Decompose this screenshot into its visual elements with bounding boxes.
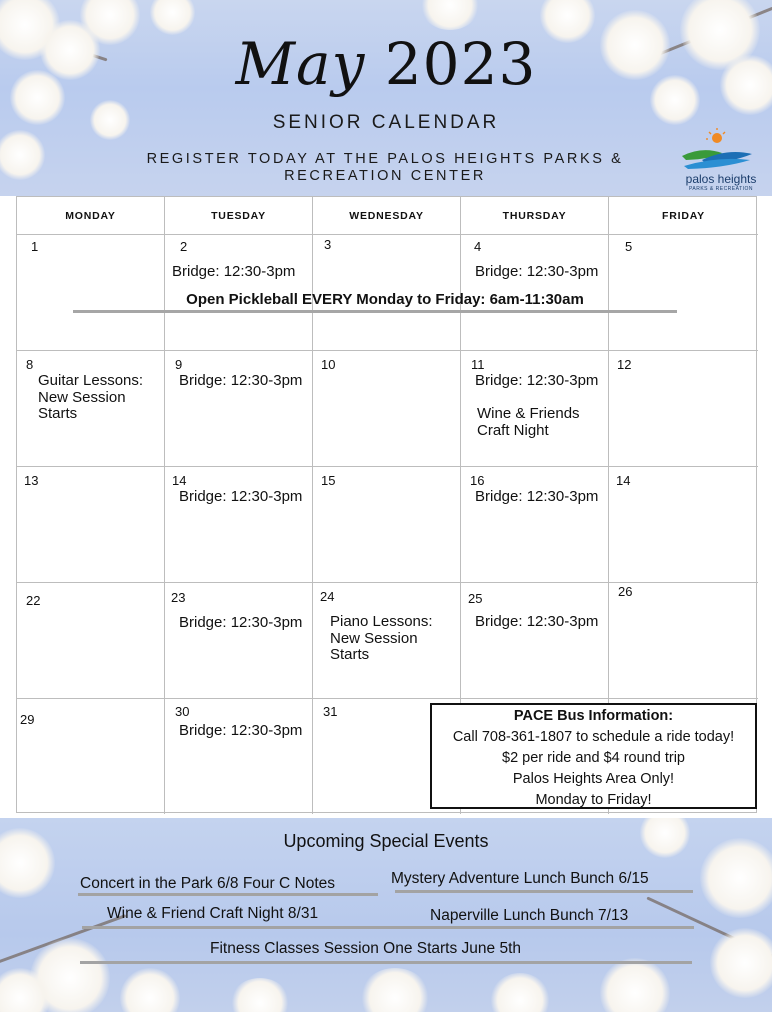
page-title [0, 30, 772, 98]
pickleball-underline [73, 310, 677, 313]
bridge-event: Bridge: 12:30-3pm [172, 263, 296, 280]
day-number: 23 [171, 590, 186, 605]
day-cell [609, 583, 758, 699]
pace-line: $2 per ride and $4 round trip [502, 750, 685, 766]
bridge-event: Bridge: 12:30-3pm [179, 722, 303, 739]
pace-line: Call 708-361-1807 to schedule a ride today! [452, 729, 735, 745]
day-cell [313, 351, 461, 467]
blossom [120, 968, 180, 1012]
day-cell [313, 583, 461, 699]
day-cell [17, 351, 165, 467]
day-number: 22 [26, 593, 41, 608]
day-number: 16 [470, 473, 485, 488]
day-number: 25 [468, 591, 483, 606]
day-cell [17, 467, 165, 583]
day-cell [165, 583, 313, 699]
pickleball-banner: Open Pickleball EVERY Monday to Friday: 6am-11:30am [186, 291, 584, 308]
piano-lessons-event: Piano Lessons: New Session Starts [330, 613, 433, 663]
day-cell [165, 467, 313, 583]
blossom [600, 958, 670, 1012]
day-number: 1 [31, 239, 39, 254]
day-number: 2 [180, 239, 188, 254]
day-number: 29 [20, 712, 35, 727]
blossom [0, 130, 45, 180]
day-number: 14 [172, 473, 187, 488]
register-banner: REGISTER TODAY AT THE PALOS HEIGHTS PARKS & RECREATION CENTER [146, 151, 624, 184]
blossom [420, 0, 480, 30]
bridge-event: Bridge: 12:30-3pm [475, 613, 599, 630]
bridge-event: Bridge: 12:30-3pm [475, 372, 599, 389]
pace-bus-info-box [430, 703, 757, 809]
day-cell [461, 351, 609, 467]
day-number: 10 [321, 357, 336, 372]
special-event-item: Concert in the Park 6/8 Four C Notes [80, 875, 336, 892]
weekday-monday: MONDAY [17, 197, 165, 235]
blossom [490, 973, 550, 1012]
day-number: 24 [320, 589, 335, 604]
day-cell [609, 235, 758, 351]
event-underline [78, 893, 378, 896]
day-cell [461, 583, 609, 699]
title-month: May [235, 30, 366, 98]
guitar-lessons-event: Guitar Lessons: New Session Starts [38, 372, 144, 422]
wine-friends-event: Wine & Friends Craft Night [477, 405, 580, 439]
special-event-item: Mystery Adventure Lunch Bunch 6/15 [391, 870, 649, 887]
bridge-event: Bridge: 12:30-3pm [475, 263, 599, 280]
special-event-item: Wine & Friend Craft Night 8/31 [107, 905, 319, 922]
bridge-event: Bridge: 12:30-3pm [179, 614, 303, 631]
day-cell [17, 583, 165, 699]
day-number: 8 [26, 357, 34, 372]
bridge-event: Bridge: 12:30-3pm [475, 488, 599, 505]
day-cell [165, 351, 313, 467]
event-underline [80, 961, 692, 964]
blossom [230, 978, 290, 1012]
special-event-item: Naperville Lunch Bunch 7/13 [430, 907, 629, 924]
blossom [360, 968, 430, 1012]
weekday-friday: FRIDAY [609, 197, 758, 235]
logo-name: palos heights [685, 172, 757, 186]
day-number: 4 [474, 239, 482, 254]
event-underline [82, 926, 694, 929]
weekday-tuesday: TUESDAY [165, 197, 313, 235]
day-number: 5 [625, 239, 633, 254]
day-number: 3 [324, 237, 332, 252]
day-cell [461, 467, 609, 583]
day-cell [165, 699, 313, 814]
day-cell [17, 235, 165, 351]
day-cell [17, 699, 165, 814]
day-number: 13 [24, 473, 39, 488]
weekday-wednesday: WEDNESDAY [313, 197, 461, 235]
page-subtitle: SENIOR CALENDAR [272, 112, 500, 133]
blossom [710, 928, 772, 998]
title-year: 2023 [384, 30, 537, 98]
day-number: 30 [175, 704, 190, 719]
day-number: 14 [616, 473, 631, 488]
day-number: 15 [321, 473, 336, 488]
event-underline [395, 890, 693, 893]
pace-line: Palos Heights Area Only! [512, 771, 675, 787]
day-cell [313, 467, 461, 583]
pace-title: PACE Bus Information: [513, 708, 674, 724]
bridge-event: Bridge: 12:30-3pm [179, 372, 303, 389]
logo-tagline: PARKS & RECREATION [688, 186, 754, 192]
special-event-item: Fitness Classes Session One Starts June 5th [210, 940, 522, 957]
weekday-thursday: THURSDAY [461, 197, 609, 235]
day-number: 12 [617, 357, 632, 372]
day-number: 9 [175, 357, 183, 372]
day-number: 11 [471, 357, 485, 372]
day-cell [609, 351, 758, 467]
day-number: 26 [618, 584, 633, 599]
pace-line: Monday to Friday! [535, 792, 652, 808]
special-events-heading: Upcoming Special Events [283, 831, 489, 851]
day-number: 31 [323, 704, 338, 719]
day-cell [609, 467, 758, 583]
bridge-event: Bridge: 12:30-3pm [179, 488, 303, 505]
